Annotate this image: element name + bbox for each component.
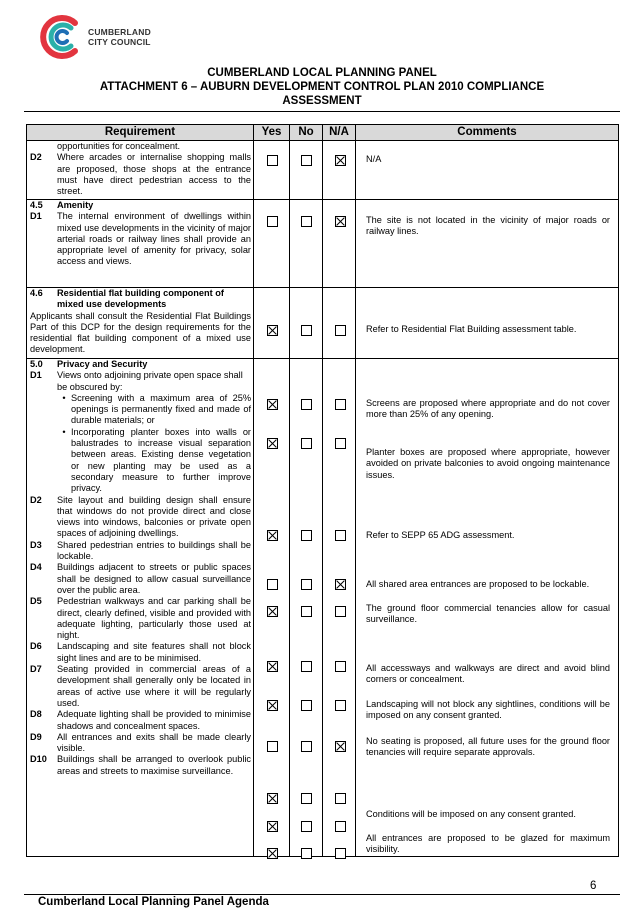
requirement-text: Applicants shall consult the Residential Flat Buildings Part of this DCP for the design requirements for the residential flat building component of a mixed use development. bbox=[30, 310, 251, 355]
table-row bbox=[27, 141, 619, 200]
bullet-text: Screening with a maximum area of 25% openings is permanently fixed and made of durable materials; or bbox=[71, 392, 251, 426]
comment-text: N/A bbox=[366, 154, 382, 164]
comment-text: The ground floor commercial tenancies allow for casual surveillance. bbox=[366, 603, 610, 625]
control-code: D5 bbox=[30, 596, 42, 607]
checkbox-yes bbox=[267, 579, 278, 590]
checkbox-na bbox=[335, 606, 346, 617]
logo-text bbox=[88, 27, 151, 47]
checkbox-no bbox=[301, 848, 312, 859]
comment-text: Refer to Residential Flat Building assessment table. bbox=[366, 324, 577, 334]
comment-text: Landscaping will not block any sightlines, conditions will be imposed on any consent granted. bbox=[366, 699, 610, 721]
footer-rule bbox=[24, 894, 620, 895]
checkbox-na bbox=[335, 325, 346, 336]
section-number: 4.6 bbox=[30, 288, 43, 298]
checkbox-yes-checked bbox=[267, 848, 278, 859]
requirement-text: Landscaping and site features shall not block sight lines and are to be minimised. bbox=[57, 641, 251, 663]
checkbox-na bbox=[335, 399, 346, 410]
control-code: D2 bbox=[30, 152, 42, 163]
bullet: • bbox=[62, 392, 66, 403]
comment-text: No seating is proposed, all future uses for the ground floor tenancies will require separate approvals. bbox=[366, 736, 610, 758]
control-code: D1 bbox=[30, 370, 42, 381]
section-number: 5.0 bbox=[30, 359, 43, 369]
comment-text: The site is not located in the vicinity of major roads or railway lines. bbox=[366, 215, 610, 237]
checkbox-no bbox=[301, 530, 312, 541]
bullet-text: Incorporating planter boxes into walls or balustrades to increase visual separation between areas. Existing dense vegetation or new planting may be used as a secondary measure to further improve privacy. bbox=[71, 426, 251, 494]
checkbox-na bbox=[335, 821, 346, 832]
requirement-cell bbox=[27, 288, 254, 359]
checkbox-na-checked bbox=[335, 216, 346, 227]
logo-line2: CITY COUNCIL bbox=[88, 37, 151, 47]
checkbox-na bbox=[335, 848, 346, 859]
section-number: 4.5 bbox=[30, 200, 43, 210]
requirement-text: Pedestrian walkways and car parking shall be direct, clearly defined, visible and provided with adequate lighting, particularly those used at night. bbox=[57, 596, 251, 641]
checkbox-yes-checked bbox=[267, 821, 278, 832]
control-code: D6 bbox=[30, 641, 42, 652]
requirement-text: Shared pedestrian entries to buildings shall be lockable. bbox=[57, 539, 251, 562]
section-title: Amenity bbox=[57, 200, 94, 210]
page-number: 6 bbox=[590, 880, 597, 892]
requirement-text: All entrances and exits shall be made clearly visible. bbox=[57, 731, 251, 754]
section-title: Privacy and Security bbox=[57, 359, 148, 369]
checkbox-na bbox=[335, 661, 346, 672]
checkbox-no bbox=[301, 661, 312, 672]
section-title: Residential flat building component of mixed use developments bbox=[57, 288, 224, 310]
header-line3: ASSESSMENT bbox=[282, 95, 362, 107]
control-code: D4 bbox=[30, 562, 42, 573]
comment-text: All entrances are proposed to be glazed for maximum visibility. bbox=[366, 833, 610, 855]
requirement-text: Buildings adjacent to streets or public spaces shall be designed to allow casual surveillance over the public area. bbox=[57, 562, 251, 595]
checkbox-yes-checked bbox=[267, 661, 278, 672]
control-code: D3 bbox=[30, 539, 42, 550]
checkbox-yes-checked bbox=[267, 325, 278, 336]
checkbox-no bbox=[301, 155, 312, 166]
requirement-text: Seating provided in commercial areas of a development shall generally only be located in areas of active use where it will be regularly used. bbox=[57, 664, 251, 708]
header-line1: CUMBERLAND LOCAL PLANNING PANEL bbox=[207, 67, 437, 79]
checkbox-yes-checked bbox=[267, 399, 278, 410]
requirement-cell bbox=[27, 359, 254, 857]
checkbox-na-checked bbox=[335, 155, 346, 166]
header-line2: ATTACHMENT 6 – AUBURN DEVELOPMENT CONTROL PLAN 2010 COMPLIANCE bbox=[99, 81, 545, 93]
comment-text: Refer to SEPP 65 ADG assessment. bbox=[366, 530, 515, 540]
control-code: D9 bbox=[30, 731, 42, 742]
comment-text: Screens are proposed where appropriate and do not cover more than 25% of any opening. bbox=[366, 398, 610, 420]
header-comments: Comments bbox=[356, 125, 619, 141]
bullet: • bbox=[62, 426, 66, 437]
requirement-text: The internal environment of dwellings within mixed use developments in the vicinity of major arterial roads or railway lines shall provide an appropriate level of amenity for privacy, solar access and views. bbox=[57, 211, 251, 267]
checkbox-no bbox=[301, 606, 312, 617]
checkbox-yes bbox=[267, 741, 278, 752]
comment-text: All accessways and walkways are direct and avoid blind corners or concealment. bbox=[366, 663, 610, 685]
comment-text: All shared area entrances are proposed to be lockable. bbox=[366, 579, 590, 589]
comment-text: Planter boxes are proposed where appropriate, however avoided on private balconies to avoid ongoing maintenance issues. bbox=[366, 447, 610, 480]
checkbox-yes-checked bbox=[267, 606, 278, 617]
footer-title: Cumberland Local Planning Panel Agenda bbox=[38, 896, 269, 908]
checkbox-yes bbox=[267, 155, 278, 166]
requirement-text: opportunities for concealment. bbox=[57, 141, 181, 151]
header-requirement: Requirement bbox=[27, 125, 254, 141]
checkbox-yes-checked bbox=[267, 438, 278, 449]
council-logo bbox=[38, 14, 84, 60]
checkbox-na bbox=[335, 530, 346, 541]
checkbox-yes bbox=[267, 216, 278, 227]
requirement-cell bbox=[27, 200, 254, 288]
logo-line1: CUMBERLAND bbox=[88, 27, 151, 37]
checkbox-na bbox=[335, 438, 346, 449]
checkbox-na-checked bbox=[335, 579, 346, 590]
table-header-row bbox=[27, 125, 619, 141]
checkbox-na bbox=[335, 700, 346, 711]
checkbox-yes-checked bbox=[267, 793, 278, 804]
checkbox-no bbox=[301, 325, 312, 336]
checkbox-no bbox=[301, 399, 312, 410]
checkbox-yes-checked bbox=[267, 530, 278, 541]
header-yes: Yes bbox=[254, 125, 290, 141]
header-na: N/A bbox=[323, 125, 356, 141]
control-code: D7 bbox=[30, 664, 42, 675]
comment-text: Conditions will be imposed on any consent granted. bbox=[366, 809, 576, 819]
header-no: No bbox=[290, 125, 323, 141]
table-row bbox=[27, 200, 619, 288]
checkbox-no bbox=[301, 793, 312, 804]
document-header bbox=[24, 66, 620, 108]
checkbox-yes-checked bbox=[267, 700, 278, 711]
checkbox-no bbox=[301, 438, 312, 449]
control-code: D2 bbox=[30, 494, 42, 505]
checkbox-no bbox=[301, 741, 312, 752]
header-rule bbox=[24, 111, 620, 112]
requirement-text: Where arcades or internalise shopping malls are proposed, those shops at the entrance must have direct pedestrian access to the street. bbox=[57, 152, 251, 197]
table-row bbox=[27, 288, 619, 359]
requirement-text: Adequate lighting shall be provided to minimise shadows and concealment spaces. bbox=[57, 709, 251, 731]
requirement-text: Views onto adjoining private open space shall be obscured by: bbox=[57, 370, 243, 392]
checkbox-no bbox=[301, 700, 312, 711]
requirement-cell bbox=[27, 141, 254, 200]
checkbox-na bbox=[335, 793, 346, 804]
checkbox-no bbox=[301, 579, 312, 590]
control-code: D1 bbox=[30, 211, 42, 222]
checkbox-no bbox=[301, 821, 312, 832]
control-code: D10 bbox=[30, 754, 47, 765]
control-code: D8 bbox=[30, 709, 42, 720]
checkbox-na-checked bbox=[335, 741, 346, 752]
requirement-text: Site layout and building design shall ensure that windows do not provide direct and close views into windows, balconies or private open spaces of adjoining dwellings. bbox=[57, 494, 251, 539]
checkbox-no bbox=[301, 216, 312, 227]
requirement-text: Buildings shall be arranged to overlook public areas and streets to maximise surveillance. bbox=[57, 754, 251, 776]
